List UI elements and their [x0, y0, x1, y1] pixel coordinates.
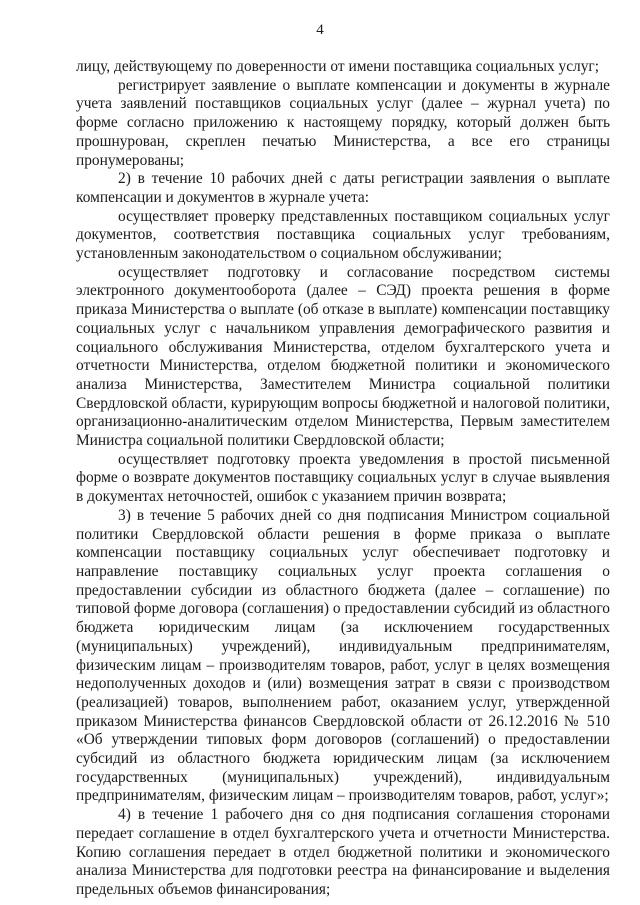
page-number: 4 — [316, 22, 324, 38]
paragraph-registration: регистрирует заявление о выплате компенсации и документы в журнале учета заявлений поставщиков социальных услуг (далее – журнал учета) по форме согласно приложению к настоящему порядку, который должен быть прошнурован, скреплен печатью Министерства, а все его страницы пронумерованы; — [76, 76, 610, 169]
paragraph-step-4: 4) в течение 1 рабочего дня со дня подписания соглашения сторонами передает соглашение в отдел бухгалтерского учета и отчетности Министерства. Копию соглашения передает в отдел бюджетной политики и экономического анализа Министерства для подготовки реестра на финансирование и выделения предельных объемов финансирования; — [76, 806, 610, 898]
paragraph-step-2: 2) в течение 10 рабочих дней с даты регистрации заявления о выплате компенсации и документов в журнале учета: — [76, 170, 610, 206]
paragraph-return-notice: осуществляет подготовку проекта уведомления в простой письменной форме о возврате документов поставщику социальных услуг в случае выявления в документах неточностей, ошибок с указанием причин возврата; — [76, 450, 610, 506]
paragraph-order-approval: осуществляет подготовку и согласование посредством системы электронного документооборота (далее – СЭД) проекта решения в форме приказа Министерства о выплате (об отказе в выплате) компенсации поставщику социальных услуг с начальником управления демографического развития и социального обслуживания Министерства, отделом бухгалтерского учета и отчетности Министерства, отделом бюджетной политики и экономического анализа Министерства, Заместителем Министра социальной политики Свердловской области, курирующим вопросы бюджетной и налоговой политики, организационно-аналитическим отделом Министерства, Первым заместителем Министра социальной политики Свердловской области; — [76, 263, 610, 450]
paragraph-proxy-delivery: лицу, действующему по доверенности от имени поставщика социальных услуг; — [76, 58, 600, 75]
paragraph-document-check: осуществляет проверку представленных поставщиком социальных услуг документов, соответствия поставщика социальных услуг требованиям, установленным законодательством о социальном обслуживании; — [76, 207, 610, 263]
document-body — [76, 58, 610, 900]
paragraph-step-3: 3) в течение 5 рабочих дней со дня подписания Министром социальной политики Свердловской области решения в форме приказа о выплате компенсации поставщику социальных услуг обеспечивает подготовку и направление поставщику социальных услуг проекта соглашения о предоставлении субсидии из областного бюджета (далее – соглашение) по типовой форме договора (соглашения) о предоставлении субсидий из областного бюджета юридическим лицам (за исключением государственных (муниципальных) учреждений), индивидуальным предпринимателям, физическим лицам – производителям товаров, работ, услуг в целях возмещения недополученных доходов и (или) возмещения затрат в связи с производством (реализацией) товаров, выполнением работ, оказанием услуг, утвержденной приказом Министерства финансов Свердловской области от 26.12.2016 № 510 «Об утверждении типовых форм договоров (соглашений) о предоставлении субсидий из областного бюджета юридическим лицам (за исключением государственных (муниципальных) учреждений), индивидуальным предпринимателям, физическим лицам – производителям товаров, работ, услуг»; — [76, 506, 610, 805]
